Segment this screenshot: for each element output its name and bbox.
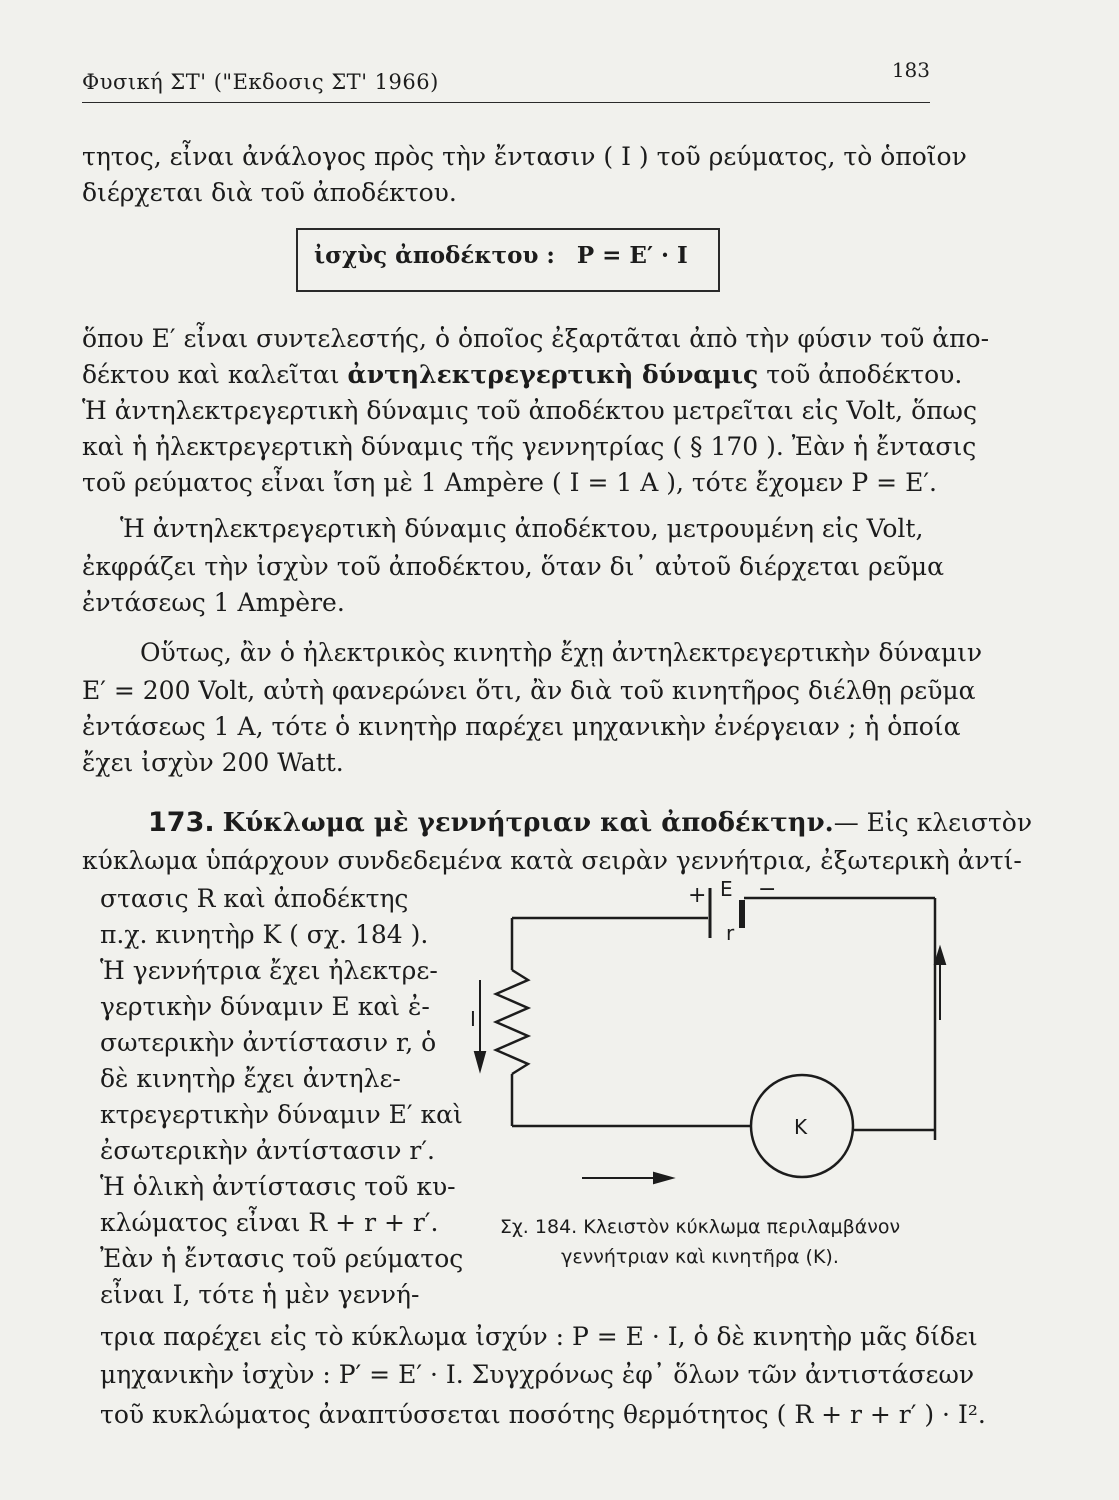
text-line: γερτικὴν δύναμιν E καὶ ἐ- — [100, 992, 430, 1021]
text-line: μηχανικὴν ἰσχὺν : P′ = E′ · I. Συγχρόνως ἐφ᾽ ὅλων τῶν ἀντιστάσεων — [100, 1360, 975, 1389]
formula-box — [296, 228, 720, 292]
text-line: τοῦ κυκλώματος ἀναπτύσσεται ποσότης θερμότητος ( R + r + r′ ) · I². — [100, 1400, 986, 1429]
emf-label: E — [720, 877, 733, 901]
text-line: Ἡ γεννήτρια ἔχει ἠλεκτρε- — [100, 956, 438, 985]
text-line: εἶναι I, τότε ἡ μὲν γεννή- — [100, 1280, 420, 1309]
minus-label: − — [758, 877, 777, 902]
text-line: Ἡ ἀντηλεκτρεγερτικὴ δύναμις ἀποδέκτου, μετρουμένη εἰς Volt, — [120, 514, 924, 543]
text-line: ἐντάσεως 1 Ampère. — [82, 588, 345, 617]
text-line: Οὕτως, ἂν ὁ ἠλεκτρικὸς κινητὴρ ἔχῃ ἀντηλεκτρεγερτικὴν δύναμιν — [140, 638, 983, 667]
running-title: Φυσική ΣΤ' ("Εκδοσις ΣΤ' 1966) — [82, 70, 439, 94]
text-line: δὲ κινητὴρ ἔχει ἀντηλε- — [100, 1064, 401, 1093]
text-line: Ἐὰν ἡ ἔντασις τοῦ ρεύματος — [100, 1244, 464, 1273]
text-line: τρια παρέχει εἰς τὸ κύκλωμα ἰσχύν : P = E · I, ὁ δὲ κινητὴρ μᾶς δίδει — [100, 1322, 978, 1351]
arrowhead — [935, 948, 945, 964]
text-line: Ἡ ἀντηλεκτρεγερτικὴ δύναμις τοῦ ἀποδέκτου μετρεῖται εἰς Volt, ὅπως — [82, 396, 977, 425]
text-line: κτρεγερτικὴν δύναμιν E′ καὶ — [100, 1100, 463, 1129]
text-line: Ἡ ὁλικὴ ἀντίστασις τοῦ κυ- — [100, 1172, 456, 1201]
text-line: κλώματος εἶναι R + r + r′. — [100, 1208, 439, 1237]
text-line: ὅπου E′ εἶναι συντελεστής, ὁ ὁποῖος ἐξαρτᾶται ἀπὸ τὴν φύσιν τοῦ ἀπο- — [82, 324, 990, 353]
text-line: ἐσωτερικὴν ἀντίστασιν r′. — [100, 1136, 435, 1165]
text-line: καὶ ἡ ἠλεκτρεγερτικὴ δύναμις τῆς γεννητρίας ( § 170 ). Ἐὰν ἡ ἔντασις — [82, 432, 977, 461]
section-lead: — Εἰς κλειστὸν — [833, 808, 1033, 837]
page-number: 183 — [891, 58, 930, 82]
resistor-symbol — [496, 970, 528, 1074]
formula: P = E′ · I — [576, 242, 688, 269]
text-line: διέρχεται διὰ τοῦ ἀποδέκτου. — [82, 178, 457, 207]
text-line: E′ = 200 Volt, αὐτὴ φανερώνει ὅτι, ἂν διὰ τοῦ κινητῆρος διέλθῃ ρεῦμα — [82, 676, 976, 705]
circuit-diagram — [470, 860, 970, 1220]
caption-line: Σχ. 184. Κλειστὸν κύκλωμα περιλαμβάνον — [499, 1216, 901, 1238]
section-heading-line — [148, 806, 1032, 840]
current-label: I — [470, 1007, 476, 1031]
internal-resistance-label: r — [726, 921, 735, 945]
plus-label: + — [688, 883, 707, 908]
text-line — [82, 358, 962, 392]
caption-line: γεννήτριαν καὶ κινητῆρα (K). — [561, 1246, 839, 1268]
text-line: τοῦ ρεύματος εἶναι ἴση μὲ 1 Ampère ( I = 1 A ), τότε ἔχομεν P = E′. — [82, 468, 937, 497]
arrowhead — [475, 1052, 485, 1070]
text-line: ἔχει ἰσχὺν 200 Watt. — [82, 748, 344, 777]
text-line: σωτερικὴν ἀντίστασιν r, ὁ — [100, 1028, 437, 1057]
text-line: κύκλωμα ὑπάρχουν συνδεδεμένα κατὰ σειρὰν γεννήτρια, ἐξωτερικὴ ἀντί- — [82, 846, 1022, 875]
text-segment: δέκτου καὶ καλεῖται — [82, 360, 340, 389]
text-line: τητος, εἶναι ἀνάλογος πρὸς τὴν ἔντασιν ( Ι ) τοῦ ρεύματος, τὸ ὁποῖον — [82, 142, 967, 171]
section-title: Κύκλωμα μὲ γεννήτριαν καὶ ἀποδέκτην. — [222, 808, 834, 838]
text-line: ἐντάσεως 1 A, τότε ὁ κινητὴρ παρέχει μηχανικὴν ἐνέργειαν ; ἡ ὁποία — [82, 712, 961, 741]
motor-label: K — [794, 1115, 808, 1139]
section-number: 173. — [148, 807, 215, 838]
term-bold: ἀντηλεκτρεγερτικὴ δύναμις — [347, 360, 759, 389]
text-line: π.χ. κινητὴρ K ( σχ. 184 ). — [100, 920, 429, 949]
running-header — [82, 58, 930, 103]
text-segment: τοῦ ἀποδέκτου. — [766, 360, 963, 389]
text-line: ἐκφράζει τὴν ἰσχὺν τοῦ ἀποδέκτου, ὅταν δι᾽ αὐτοῦ διέρχεται ρεῦμα — [82, 552, 945, 581]
formula-label: ἰσχὺς ἀποδέκτου : — [314, 242, 555, 269]
figure-caption — [440, 1212, 960, 1272]
arrowhead — [654, 1173, 672, 1183]
text-line: στασις R καὶ ἀποδέκτης — [100, 884, 409, 913]
